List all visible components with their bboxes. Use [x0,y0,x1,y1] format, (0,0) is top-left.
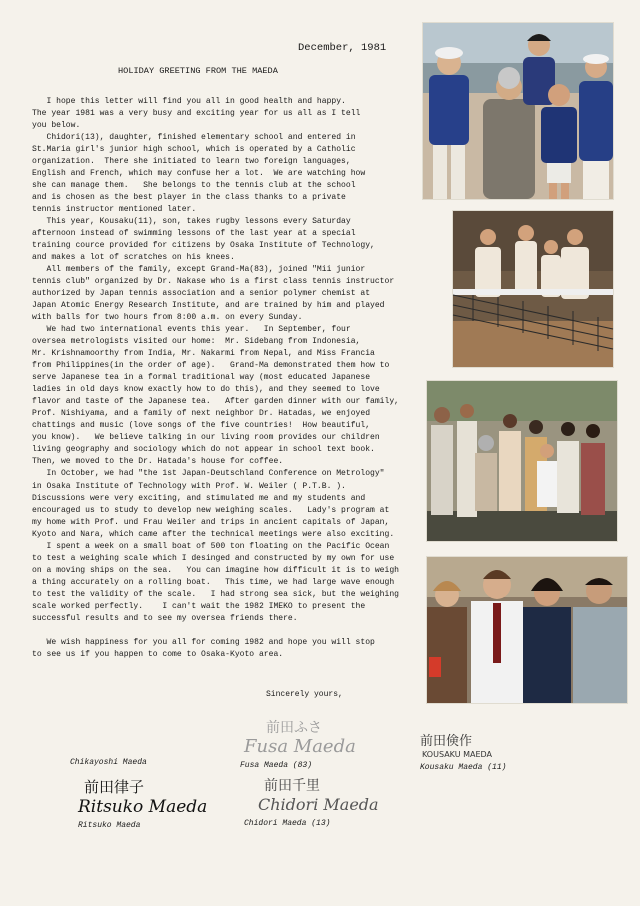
letter-line: afternoon instead of swimming lessons of the last year at a special [32,229,356,239]
letter-line: authorized by Japan tennis association and a senior polymer chemist at [32,289,371,299]
letter-line: I spent a week on a small boat of 500 ton floating on the Pacific Ocean [32,541,390,551]
letter-line: in Osaka Institute of Technology with Prof. W. Weiler ( P.T.B. ). [32,481,346,491]
letter-line: you know). We believe talking in our living room provides our children [32,433,380,443]
signature-name: Ritsuko Maeda [78,821,141,830]
photo-family-tennis-court [422,22,614,200]
letter-line: oversea metrologists visited our home: Mr. Sidebang from Indonesia, [32,337,361,347]
photo-indoor-group [426,556,628,704]
svg-text:前田千里: 前田千里 [264,778,320,794]
letter-line: Japan Atomic Energy Research Institute, and are trained by him and played [32,301,385,311]
letter-closing: Sincerely yours, [266,690,343,699]
signature-fusa [240,716,370,770]
signature-chidori [244,776,379,828]
letter-line: In October, we had "the 1st Japan-Deutschland Conference on Metrology" [32,469,385,479]
photo-garden-group [426,380,618,542]
letter-line: Kyoto and Nara, which came after the technical meetings were also exciting. [32,529,395,539]
letter-line: organization. There she initiated to learn two foreign languages, [32,157,351,167]
letter-line: she can manage them. She belongs to the tennis club at the school [32,181,356,191]
letter-line: Mr. Krishnamoorthy from India, Mr. Nakarmi from Nepal, and Miss Francia [32,349,375,359]
signature-name: Fusa Maeda (83) [240,761,313,770]
svg-text:Ritsuko Maeda: Ritsuko Maeda [78,797,208,817]
letter-line: a thing accurately on a rolling boat. This time, we had large wave enough [32,577,395,587]
svg-text:Chidori Maeda: Chidori Maeda [258,795,379,814]
svg-text:前田倹作: 前田倹作 [420,734,473,749]
letter-line: chattings and music (love songs of the five countries! How beautiful, [32,421,371,431]
letter-line: and makes a lot of scratches on his knees. [32,253,235,263]
svg-text:前田ふさ: 前田ふさ [266,720,322,736]
svg-text:KOUSAKU MAEDA: KOUSAKU MAEDA [422,750,493,759]
letter-line: flavor and taste of the Japanese tea. After garden dinner with our family, [32,397,399,407]
signature-kousaku [420,732,520,772]
letter-line [32,625,420,637]
letter-line: Then, we moved to the Dr. Hatada's house for coffee. [32,457,284,467]
handwritten-signature-kousaku [420,732,520,760]
letter-line: and is chosen as the best player in the class thanks to a private [32,193,346,203]
letter-date: December, 1981 [298,42,387,54]
svg-text:前田律子: 前田律子 [84,778,145,796]
photo-tennis-net [452,210,614,368]
signature-name: Chikayoshi Maeda [70,758,147,767]
letter-line: to test the validity of the scale. I had strong sea sick, but the weighing [32,589,399,599]
letter-line: Discussions were very exciting, and stimulated me and my students and [32,493,366,503]
letter-line: my home with Prof. und Frau Weiler and trips in ancient capitals of Japan, [32,517,390,527]
letter-line: I hope this letter will find you all in good health and happy. [32,97,346,106]
signature-name: Kousaku Maeda (11) [420,763,507,772]
letter-body [32,96,420,661]
letter-line: with balls for two hours from 8:00 a.m. on every Sunday. [32,313,303,323]
letter-title: HOLIDAY GREETING FROM THE MAEDA [118,66,278,76]
letter-line: We had two international events this year. In September, four [32,325,351,335]
letter-line: Chidori(13), daughter, finished elementary school and entered in [32,133,356,143]
handwritten-signature-fusa [240,716,370,758]
signature-name: Chidori Maeda (13) [244,819,331,828]
letter-line: serve Japanese tea in a formal traditional way (most educated Japanese [32,373,371,383]
letter-line: you below. [32,121,81,131]
letter-line: tennis club" organized by Dr. Nakase who is a first class tennis instructor [32,277,395,287]
letter-line: scale worked perfectly. I can't wait the 1982 IMEKO to present the [32,601,366,611]
letter-line: St.Maria girl's junior high school, which is operated by a Catholic [32,145,356,155]
letter-line: Prof. Nishiyama, and a family of next neighbor Dr. Hatadas, we enjoyed [32,409,371,419]
letter-line: successful results and to see my oversea friends there. [32,613,298,623]
letter-line: The year 1981 was a very busy and exciting year for us all as I tell [32,109,361,119]
handwritten-signature-ritsuko [78,776,238,818]
letter-line: This year, Kousaku(11), son, takes rugby lessons every Saturday [32,217,351,227]
signature-chikayoshi [70,758,147,767]
letter-line: All members of the family, except Grand-Ma(83), joined "Mii junior [32,265,366,275]
letter-line: living geography and sociology which do not appear in school text book. [32,445,375,455]
letter-line: tennis instructor mentioned later. [32,205,197,215]
letter-line: from Philippines(in the order of age). Grand-Ma demonstrated them how to [32,361,390,371]
letter-line: on a moving ships on the sea. You can imagine how difficult it is to weigh [32,565,399,575]
letter-line: encouraged us to study to develop new weighing scales. Lady's program at [32,505,390,515]
letter-line: ladies in old days know exactly how to do this), and they seemed to love [32,385,380,395]
letter-line: We wish happiness for you all for coming 1982 and hope you will stop [32,637,375,647]
letter-line: English and French, which may confuse her a lot. We are watching how [32,169,366,179]
handwritten-signature-chidori [244,776,379,816]
letter-line: to test a weighing scale which I desinged and constructed by my own for use [32,553,395,563]
signature-ritsuko [78,776,238,830]
letter-line: to see us if you happen to come to Osaka-Kyoto area. [32,649,284,659]
letter-line: training cource provided for citizens by Osaka Institute of Technology, [32,241,375,251]
svg-text:Fusa Maeda: Fusa Maeda [244,736,356,757]
